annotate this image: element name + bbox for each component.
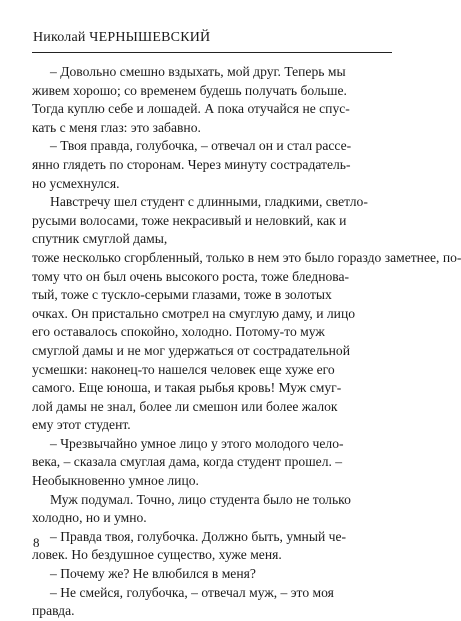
text-line: – Чрезвычайно умное лицо у этого молодого чело- [50,435,344,451]
text-line: Тогда куплю себе и лошадей. А пока отучайся не спус- [32,101,350,117]
text-line: самого. Еще юноша, и такая рыбья кровь! Муж смуг- [32,380,342,396]
text-line: русыми волосами, тоже некрасивый и неловкий, как и спутник смуглой дамы, [32,212,347,247]
paragraph [32,528,392,565]
paragraph [32,193,461,435]
text-line: ловек. Но бездушное существо, хуже меня. [32,547,282,563]
text-line: его оставалось спокойно, холодно. Потому-то муж [32,324,325,340]
text-line: – Довольно смешно вздыхать, мой друг. Теперь мы [50,64,346,79]
text-line: лой дамы не знал, более ли смешон или более жалок [32,398,338,414]
text-line: но усмехнулся. [32,175,120,191]
text-line: тому что он был очень высокого роста, тоже бледнова- [32,268,350,284]
text-line: очках. Он пристально смотрел на смуглую даму, и лицо [32,305,356,321]
text-line: Необыкновенно умное лицо. [32,473,199,489]
paragraph [32,565,392,584]
text-line: янно глядеть по сторонам. Через минуту сострадатель- [32,156,351,172]
text-line: ему этот студент. [32,417,131,433]
text-line: живем хорошо; со временем будешь получать больше. [32,82,347,98]
text-line: правда. [32,603,75,619]
text-line: Навстречу шел студент с длинными, гладкими, светло- [50,194,368,210]
page-number: 8 [33,535,40,550]
paragraph [32,491,392,528]
text-line: Муж подумал. Точно, лицо студента было не только [50,491,351,507]
text-line: смуглой дамы и не мог удержаться от сострадательной [32,342,350,358]
body-text [32,63,461,621]
text-line: холодно, но и умно. [32,510,147,526]
text-line: усмешки: наконец-то нашелся человек еще хуже его [32,361,335,377]
text-line: – Почему же? Не влюбился в меня? [50,566,256,582]
running-head: Николай ЧЕРНЫШЕВСКИЙ [33,30,211,45]
header-rule [32,52,392,53]
text-line: кать с меня глаз: это забавно. [32,119,201,135]
paragraph [32,584,392,621]
text-line: века, – сказала смуглая дама, когда студент прошел. – [32,454,343,470]
text-line: тоже несколько сгорбленный, только в нем это было гораздо заметнее, по- [32,249,461,265]
text-line: тый, тоже с тускло-серыми глазами, тоже в золотых [32,287,332,303]
paragraph [32,63,392,137]
paragraph [32,435,392,491]
text-line: – Правда твоя, голубочка. Должно быть, умный че- [50,528,347,544]
text-line: – Не смейся, голубочка, – отвечал муж, – это моя [50,584,334,600]
paragraph [32,137,392,193]
text-line: – Твоя правда, голубочка, – отвечал он и стал рассе- [50,138,352,154]
